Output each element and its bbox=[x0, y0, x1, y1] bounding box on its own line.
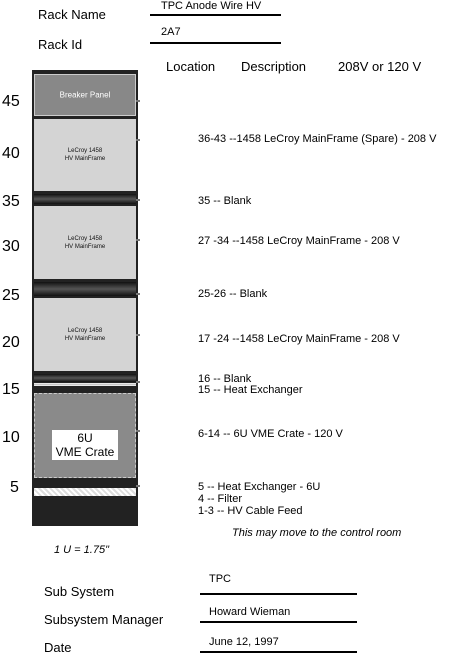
breaker-panel bbox=[34, 74, 136, 116]
description-25-26: 25-26 -- Blank bbox=[198, 288, 268, 300]
rack-id-label: Rack Id bbox=[38, 37, 83, 52]
control-room-note: This may move to the control room bbox=[232, 527, 402, 539]
vme-crate-label: 6U VME Crate bbox=[52, 430, 118, 460]
description-27-34: 27 -34 --1458 LeCroy MainFrame - 208 V bbox=[198, 235, 400, 247]
mainframe-spare-label: LeCroy 1458 HV MainFrame bbox=[64, 148, 106, 162]
description-17-24: 17 -24 --1458 LeCroy MainFrame - 208 V bbox=[198, 333, 400, 345]
rack-tick bbox=[136, 199, 140, 201]
scale-label-10: 10 bbox=[2, 429, 20, 446]
rack-tick bbox=[136, 381, 140, 383]
scale-label-30: 30 bbox=[2, 238, 20, 255]
description-4: 4 -- Filter bbox=[198, 493, 242, 505]
column-voltage: 208V or 120 V bbox=[338, 59, 422, 74]
column-description: Description bbox=[241, 59, 307, 74]
description-36-43: 36-43 --1458 LeCroy MainFrame (Spare) - 208 V bbox=[198, 133, 437, 145]
scale-label-45: 45 bbox=[2, 93, 20, 110]
description-6-14: 6-14 -- 6U VME Crate - 120 V bbox=[198, 428, 343, 440]
scale-label-5: 5 bbox=[10, 479, 19, 496]
description-35: 35 -- Blank bbox=[198, 195, 252, 207]
mainframe-17-24-label: LeCroy 1458 HV MainFrame bbox=[64, 327, 106, 342]
date-label: Date bbox=[44, 640, 72, 655]
column-location: Location bbox=[166, 59, 216, 74]
date-underline bbox=[200, 651, 357, 653]
mainframe-17-24 bbox=[34, 298, 136, 371]
rack-id-value: 2A7 bbox=[161, 26, 181, 38]
scale-label-20: 20 bbox=[2, 334, 20, 351]
manager-label: Subsystem Manager bbox=[44, 612, 164, 627]
mainframe-27-34 bbox=[34, 206, 136, 279]
mainframe-27-34-label: LeCroy 1458 HV MainFrame bbox=[64, 235, 106, 250]
description-16: 16 -- Blank bbox=[198, 373, 252, 385]
rack-tick bbox=[136, 100, 140, 102]
blank-25-26 bbox=[34, 282, 136, 296]
rack-tick bbox=[136, 430, 140, 432]
rack-tick bbox=[136, 293, 140, 295]
description-15: 15 -- Heat Exchanger bbox=[198, 384, 303, 396]
rack-tick bbox=[136, 139, 140, 141]
description-1-3: 1-3 -- HV Cable Feed bbox=[198, 505, 303, 517]
rack-tick bbox=[136, 485, 140, 487]
scale-label-15: 15 bbox=[2, 381, 20, 398]
scale-label-25: 25 bbox=[2, 287, 20, 304]
subsystem-label: Sub System bbox=[44, 584, 115, 599]
heat-exchanger-15 bbox=[34, 383, 136, 386]
rack-name-value: TPC Anode Wire HV bbox=[161, 0, 262, 12]
rack-name-underline bbox=[150, 14, 281, 16]
blank-16 bbox=[34, 374, 136, 382]
manager-underline bbox=[200, 621, 357, 623]
rack-tick bbox=[136, 239, 140, 241]
subsystem-value: TPC bbox=[209, 573, 231, 585]
unit-conversion-note: 1 U = 1.75" bbox=[54, 544, 109, 556]
manager-value: Howard Wieman bbox=[209, 606, 291, 618]
rack-name-label: Rack Name bbox=[38, 7, 106, 22]
date-value: June 12, 1997 bbox=[209, 636, 279, 648]
vme-crate bbox=[34, 393, 136, 478]
breaker-panel-label: Breaker Panel bbox=[59, 90, 111, 100]
rack-diagram bbox=[32, 70, 138, 526]
description-5: 5 -- Heat Exchanger - 6U bbox=[198, 481, 321, 493]
rack-id-underline bbox=[150, 42, 281, 44]
blank-35 bbox=[34, 194, 136, 204]
scale-label-40: 40 bbox=[2, 145, 20, 162]
rack-tick bbox=[136, 334, 140, 336]
filter-4 bbox=[34, 488, 136, 496]
subsystem-underline bbox=[200, 593, 357, 595]
scale-label-35: 35 bbox=[2, 193, 20, 210]
mainframe-spare bbox=[34, 119, 136, 191]
